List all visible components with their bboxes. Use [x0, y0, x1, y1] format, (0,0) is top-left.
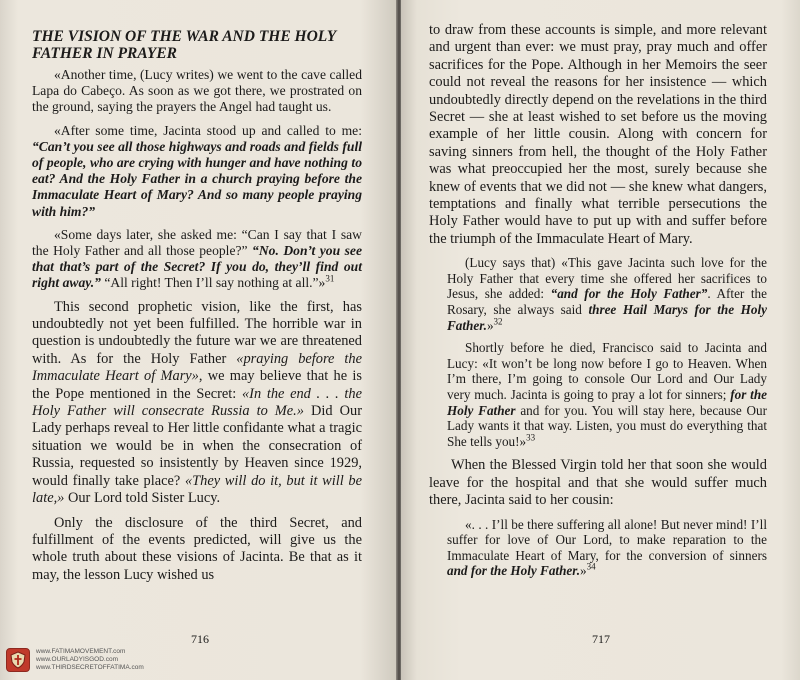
footnote-ref: 33 — [526, 432, 536, 443]
footer-urls — [36, 648, 144, 672]
site-footer — [6, 648, 144, 672]
left-page-text — [32, 28, 362, 591]
quote-emphasis: “Can’t you see all those highways and roads and fields full of people, who are crying with hunger and have nothing to eat? And the Holy Father in a church praying before the Immaculate Heart of Mary? And so many people praying with him?” — [32, 138, 362, 219]
paragraph: «Some days later, she asked me: “Can I say that I saw the Holy Father and all those people?” “No. Don’t you see that that’s part of the Secret? If you do, they’ll find out right away.” “All right! Then I’ll say nothing at all.”»$^{31}$ — [32, 226, 362, 291]
footnote-ref: 34 — [586, 562, 596, 573]
left-page — [0, 0, 397, 680]
paragraph: When the Blessed Virgin told her that soon she would leave for the hospital and that she would suffer much there, Jacinta said to her cousin: — [429, 457, 767, 509]
chapter-heading: THE VISION OF THE WAR AND THE HOLY FATHER IN PRAYER — [32, 28, 336, 62]
block-quote — [429, 517, 767, 579]
right-page — [401, 0, 800, 680]
paragraph: «Another time, (Lucy writes) we went to the cave called Lapa do Cabeço. As soon as we got there, we prostrated on the ground, saying the prayers the Angel had taught us. — [32, 67, 362, 115]
block-quote — [429, 255, 767, 449]
paragraph: «. . . I’ll be there suffering all alone! But never mind! I’ll suffer for love of Our Lord, to make reparation to the Immaculate Heart of Mary, for the conversion of sinners and for the Holy Father.»$^{34}$ — [447, 516, 767, 579]
fatima-shield-icon — [6, 648, 30, 672]
paragraph: This second prophetic vision, like the first, has undoubtedly not yet been fulfilled. The horrible war in question is undoubtedly the future war we are threatened with. As for the Holy Father «praying before the Immaculate Heart of Mary», we may believe that he is the Pope mentioned in the Secret: «In the end . . . the Holy Father will consecrate Russia to Me.» Did Our Lady perhaps reveal to Her little confidante what a tragic situation we would be in when the consecration of Russia, requested so insistently by Heaven since 1929, would finally take place? «They will do it, but it will be late,» Our Lord told Sister Lucy. — [32, 298, 363, 507]
footnote-ref: 31 — [325, 273, 335, 284]
page-number: 717 — [592, 632, 610, 646]
footer-link[interactable]: www.THIRDSECRETOFFATIMA.com — [36, 664, 144, 671]
right-page-text — [429, 22, 767, 587]
paragraph: to draw from these accounts is simple, and more relevant and urgent than ever: we must pray, pray much and offer sacrifices for the Pope. Although in her Memoirs the seer could not reveal the reasons for her insistence — which undoubtedly directly depend on the revelations in the third Secret — she at least wished to set before us the moving example of her little cousin. Along with concern for saving sinners from hell, the thought of the Holy Father was what preoccupied her the most, surely because she knew of events that we did not — she knew what dangers, temptations and finally what terrible persecutions the Holy Father would have to put up with and suffer before the triumph of the Immaculate Heart of Mary. — [429, 22, 767, 247]
paragraph: (Lucy says that) «This gave Jacinta such love for the Holy Father that every time she offered her sacrifices to Jesus, she added: “and for the Holy Father”. After the Rosary, she always said three Hail Marys for the Holy Father.»$^{32}$ — [447, 255, 767, 333]
paragraph: Only the disclosure of the third Secret, and fulfillment of the events predicted, will give us the whole truth about these visions of Jacinta. Be that as it may, the lesson Lucy wished us — [32, 514, 362, 583]
footnote-ref: 32 — [493, 316, 503, 327]
quote-emphasis: “No. Don’t you see that that’s part of the Secret? If you do, they’ll find out right away.” — [32, 243, 362, 291]
paragraph: Shortly before he died, Francisco said to Jacinta and Lucy: «It won’t be long now before I go to Heaven. When I’m there, I’m going to console Our Lord and Our Lady very much. Jacinta is going to pray a lot for sinners; for the Holy Father and for you. You will stay here, because Our Lady wants it that way. Listen, you must do everything that She tells you!»$^{33}$ — [447, 340, 768, 449]
page-number: 716 — [191, 632, 209, 646]
footer-link[interactable]: www.OURLADYISGOD.com — [36, 656, 118, 663]
footer-link[interactable]: www.FATIMAMOVEMENT.com — [36, 648, 126, 655]
paragraph: «After some time, Jacinta stood up and called to me: “Can’t you see all those highways and roads and fields full of people, who are crying with hunger and have nothing to eat? And the Holy Father in a church praying before the Immaculate Heart of Mary? And so many people praying with him?” — [32, 122, 362, 219]
